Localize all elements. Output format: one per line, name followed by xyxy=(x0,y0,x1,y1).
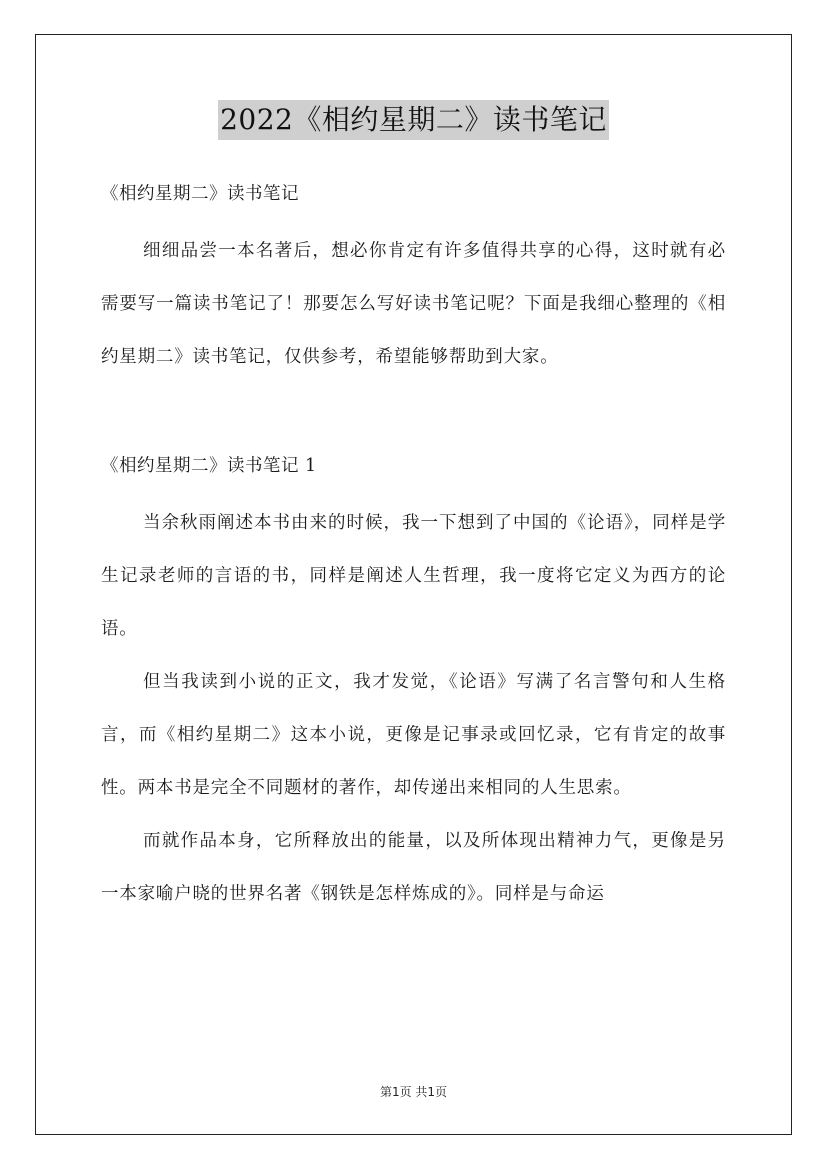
intro-paragraph: 细细品尝一本名著后，想必你肯定有许多值得共享的心得，这时就有必需要写一篇读书笔记了！那要怎么写好读书笔记呢？下面是我细心整理的《相约星期二》读书笔记，仅供参考，希望能够帮助到大家。 xyxy=(101,241,726,367)
document-title: 2022《相约星期二》读书笔记 xyxy=(218,100,609,140)
document-body xyxy=(101,172,726,921)
body-paragraph-1: 当余秋雨阐述本书由来的时候，我一下想到了中国的《论语》，同样是学生记录老师的言语的书，同样是阐述人生哲理，我一度将它定义为西方的论语。 xyxy=(101,513,726,639)
body-paragraph-2: 但当我读到小说的正文，我才发觉，《论语》写满了名言警句和人生格言，而《相约星期二》这本小说，更像是记事录或回忆录，它有肯定的故事性。两本书是完全不同题材的著作，却传递出来相同的人生思索。 xyxy=(101,672,726,798)
title-container xyxy=(0,100,827,140)
section-heading: 《相约星期二》读书笔记 1 xyxy=(101,456,317,476)
body-paragraph-3: 而就作品本身，它所释放出的能量，以及所体现出精神力气，更像是另一本家喻户晓的世界名著《钢铁是怎样炼成的》。同样是与命运 xyxy=(101,831,726,904)
page-number: 第1页 共1页 xyxy=(379,1085,448,1099)
page-footer xyxy=(0,1083,827,1100)
document-subtitle: 《相约星期二》读书笔记 xyxy=(101,184,299,204)
